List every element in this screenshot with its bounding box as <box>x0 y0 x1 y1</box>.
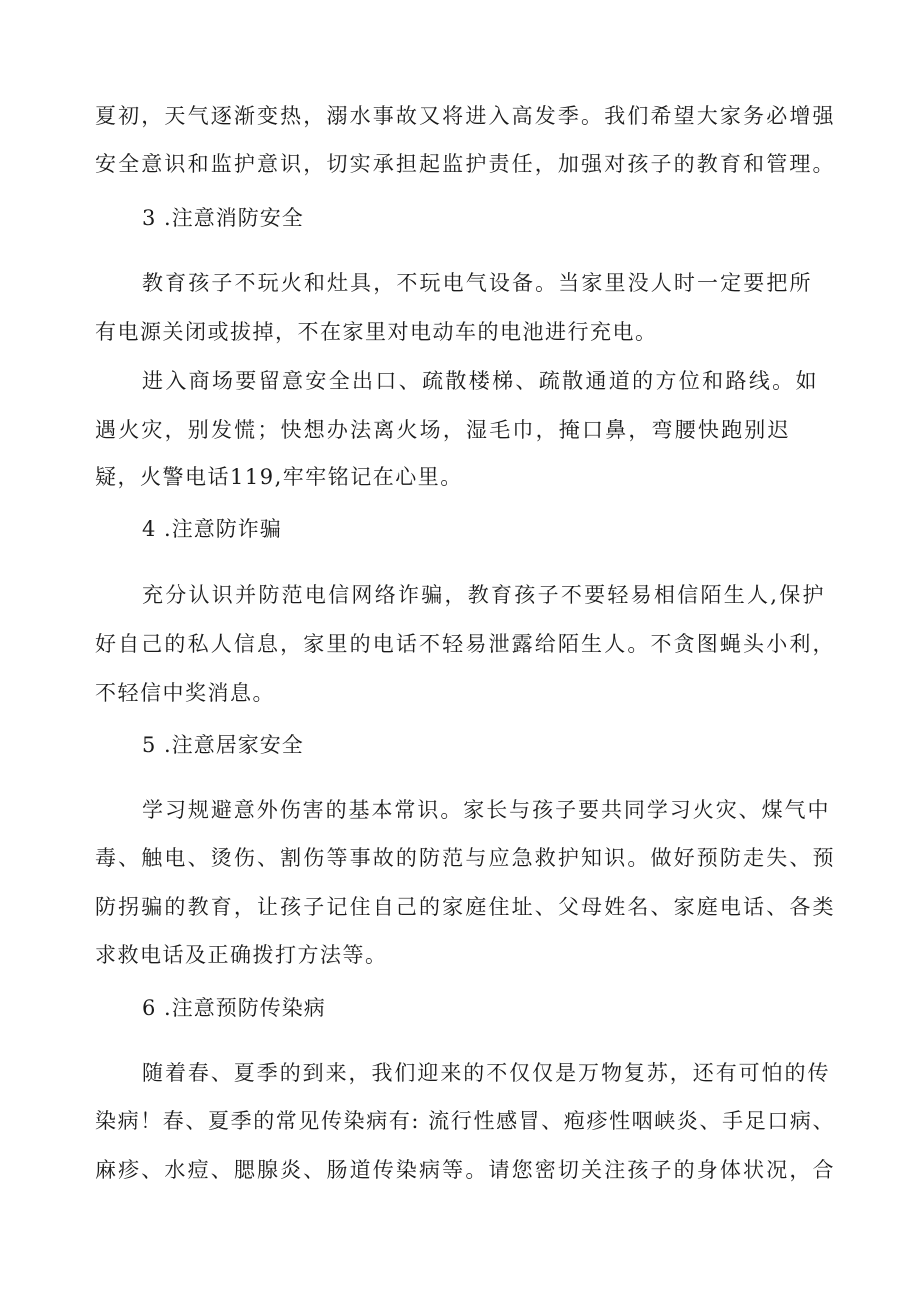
paragraph-3-line-3: 疑，火警电话119,牢牢铭记在心里。 <box>95 465 463 489</box>
paragraph-6-line-3: 麻疹、水痘、腮腺炎、肠道传染病等。请您密切关注孩子的身体状况，合 <box>95 1158 835 1182</box>
paragraph-5-line-3: 防拐骗的教育，让孩子记住自己的家庭住址、父母姓名、家庭电话、各类 <box>95 895 835 919</box>
paragraph-4-line-2: 好自己的私人信息，家里的电话不轻易泄露给陌生人。不贪图蝇头小利， <box>95 632 835 656</box>
section-heading-anti-fraud: 4 .注意防诈骗 <box>142 517 282 541</box>
section-heading-home-safety: 5 .注意居家安全 <box>142 733 304 757</box>
paragraph-2-line-2: 有电源关闭或拔掉，不在家里对电动车的电池进行充电。 <box>95 320 658 344</box>
paragraph-3-line-2: 遇火灾，别发慌；快想办法离火场，湿毛巾，掩口鼻，弯腰快跑别迟 <box>95 418 790 442</box>
paragraph-2-line-1: 教育孩子不玩火和灶具，不玩电气设备。当家里没人时一定要把所 <box>142 271 812 295</box>
section-heading-disease-prevention: 6 .注意预防传染病 <box>142 996 326 1020</box>
paragraph-1-line-2: 安全意识和监护意识，切实承担起监护责任，加强对孩子的教育和管理。 <box>95 152 835 176</box>
paragraph-5-line-4: 求救电话及正确拨打方法等。 <box>95 943 388 967</box>
paragraph-3-line-1: 进入商场要留意安全出口、疏散楼梯、疏散通道的方位和路线。如 <box>142 369 818 393</box>
paragraph-5-line-1: 学习规避意外伤害的基本常识。家长与孩子要共同学习火灾、煤气中 <box>142 798 830 822</box>
section-heading-fire-safety: 3 .注意消防安全 <box>142 206 304 230</box>
paragraph-4-line-1: 充分认识并防范电信网络诈骗，教育孩子不要轻易相信陌生人,保护 <box>142 583 825 607</box>
paragraph-5-line-2: 毒、触电、烫伤、割伤等事故的防范与应急救护知识。做好预防走失、预 <box>95 846 835 870</box>
paragraph-4-line-3: 不轻信中奖消息。 <box>95 681 275 705</box>
paragraph-1-line-1: 夏初，天气逐渐变热，溺水事故又将进入高发季。我们希望大家务必增强 <box>95 104 835 128</box>
paragraph-6-line-2: 染病！春、夏季的常见传染病有: 流行性感冒、疱疹性咽峡炎、手足口病、 <box>95 1109 835 1133</box>
paragraph-6-line-1: 随着春、夏季的到来，我们迎来的不仅仅是万物复苏，还有可怕的传 <box>142 1061 830 1085</box>
